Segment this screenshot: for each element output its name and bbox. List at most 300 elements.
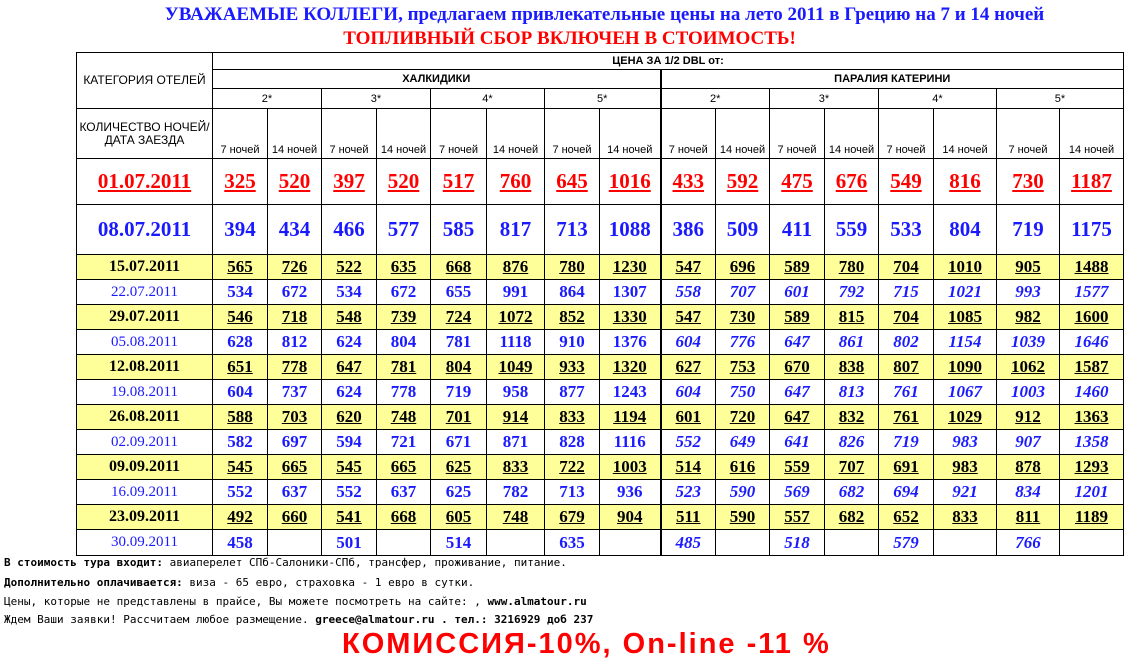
price-value: 433 <box>672 169 704 193</box>
price-cell <box>600 505 661 530</box>
price-cell <box>825 430 879 455</box>
price-value: 458 <box>227 532 253 552</box>
arrival-date-text: 01.07.2011 <box>97 169 192 193</box>
price-cell <box>322 455 377 480</box>
price-cell <box>770 159 825 205</box>
price-value: 660 <box>281 507 308 526</box>
price-cell <box>431 280 487 305</box>
price-value: 647 <box>784 407 810 426</box>
arrival-date <box>77 305 213 330</box>
price-cell <box>661 355 716 380</box>
price-value: 552 <box>336 482 362 501</box>
arrival-date-text: 26.08.2011 <box>108 408 181 425</box>
price-cell <box>600 455 661 480</box>
arrival-date <box>77 355 213 380</box>
price-cell <box>934 305 997 330</box>
price-cell <box>600 405 661 430</box>
price-cell <box>661 505 716 530</box>
price-value: 625 <box>445 457 472 476</box>
price-value: 730 <box>1012 169 1044 193</box>
price-cell <box>322 305 377 330</box>
price-cell <box>770 405 825 430</box>
price-value: 878 <box>1015 457 1041 476</box>
price-value: 1187 <box>1071 169 1112 193</box>
star-category: 3* <box>322 89 431 109</box>
price-value: 781 <box>390 357 417 376</box>
price-value: 627 <box>675 357 701 376</box>
price-cell <box>268 480 322 505</box>
price-value: 914 <box>502 407 529 426</box>
price-cell <box>770 505 825 530</box>
price-value: 625 <box>445 482 472 501</box>
footer-extra <box>4 576 474 589</box>
page-title: УВАЖАЕМЫЕ КОЛЛЕГИ, предлагаем привлекательные цены на лето 2011 в Грецию на 7 и 14 ночей <box>164 4 1045 25</box>
price-cell <box>377 405 431 430</box>
price-value: 833 <box>952 507 978 526</box>
price-value: 682 <box>838 482 865 501</box>
price-cell <box>600 480 661 505</box>
price-cell <box>213 255 268 280</box>
table-row <box>77 405 1124 430</box>
star-category: 2* <box>213 89 322 109</box>
price-value: 1230 <box>612 257 647 276</box>
price-value: 557 <box>784 507 810 526</box>
price-cell <box>431 159 487 205</box>
price-cell <box>487 355 545 380</box>
price-value: 804 <box>445 357 472 376</box>
price-value: 739 <box>390 307 417 326</box>
nights-count: 14 ночей <box>934 109 997 159</box>
price-cell <box>770 530 825 556</box>
price-value: 672 <box>281 282 308 301</box>
price-cell <box>322 205 377 255</box>
price-cell <box>997 480 1060 505</box>
price-cell <box>825 480 879 505</box>
price-value: 552 <box>675 432 701 451</box>
price-cell <box>545 455 600 480</box>
price-value: 958 <box>502 382 529 401</box>
price-cell <box>322 405 377 430</box>
price-cell <box>600 159 661 205</box>
price-cell <box>879 159 934 205</box>
price-value: 905 <box>1015 257 1041 276</box>
price-cell <box>1060 430 1124 455</box>
nights-count: 14 ночей <box>600 109 661 159</box>
price-cell <box>1060 330 1124 355</box>
price-value: 834 <box>1015 482 1041 501</box>
price-value: 545 <box>336 457 362 476</box>
table-row <box>77 205 1124 255</box>
price-value: 748 <box>390 407 417 426</box>
price-value: 1049 <box>498 357 533 376</box>
arrival-date-text: 02.09.2011 <box>111 433 178 450</box>
footer-site <box>4 595 587 608</box>
fuel-notice: ТОПЛИВНЫЙ СБОР ВКЛЮЧЕН В СТОИМОСТЬ! <box>343 28 796 49</box>
arrival-date <box>77 330 213 355</box>
arrival-date-text: 09.09.2011 <box>108 458 181 475</box>
price-value: 518 <box>784 532 810 552</box>
price-value: 624 <box>336 382 362 401</box>
price-cell <box>545 480 600 505</box>
price-value: 605 <box>445 507 472 526</box>
price-value: 594 <box>336 432 362 451</box>
site-link[interactable]: www.almatour.ru <box>480 595 587 608</box>
price-value: 766 <box>1015 532 1041 552</box>
price-value: 520 <box>387 169 420 193</box>
price-value: 760 <box>499 169 532 193</box>
price-cell <box>661 330 716 355</box>
arrival-date <box>77 280 213 305</box>
footer-extra-text: виза - 65 евро, страховка - 1 евро в сутки. <box>182 576 475 589</box>
price-cell <box>825 255 879 280</box>
price-value: 876 <box>502 257 529 276</box>
table-row <box>77 480 1124 505</box>
price-cell <box>825 505 879 530</box>
price-value: 1067 <box>948 382 982 401</box>
price-cell <box>770 330 825 355</box>
price-value: 701 <box>445 407 472 426</box>
price-cell <box>268 430 322 455</box>
price-value: 1194 <box>613 407 647 426</box>
price-value: 676 <box>835 169 868 193</box>
price-value: 588 <box>227 407 253 426</box>
price-cell <box>213 505 268 530</box>
price-cell <box>770 205 825 255</box>
price-cell <box>879 505 934 530</box>
price-value: 589 <box>784 307 810 326</box>
price-value: 1577 <box>1074 282 1109 301</box>
table-row <box>77 355 1124 380</box>
arrival-date-text: 22.07.2011 <box>111 283 178 300</box>
price-cell <box>1060 205 1124 255</box>
price-value: 737 <box>281 382 308 401</box>
price-cell <box>716 205 770 255</box>
star-category: 5* <box>997 89 1124 109</box>
price-value: 577 <box>387 217 420 241</box>
price-value: 501 <box>336 532 362 552</box>
price-value: 645 <box>556 169 588 193</box>
price-value: 719 <box>445 382 472 401</box>
price-cell <box>825 530 879 556</box>
price-value: 601 <box>675 407 701 426</box>
price-value: 713 <box>556 217 588 241</box>
price-cell <box>213 455 268 480</box>
price-value: 761 <box>893 382 919 401</box>
price-cell <box>213 480 268 505</box>
price-value: 628 <box>227 332 253 351</box>
nights-count: 7 ночей <box>431 109 487 159</box>
price-cell <box>661 380 716 405</box>
price-cell <box>1060 505 1124 530</box>
price-value: 1460 <box>1074 382 1109 401</box>
price-value: 547 <box>675 257 701 276</box>
price-cell <box>879 305 934 330</box>
price-cell <box>600 330 661 355</box>
price-cell <box>1060 380 1124 405</box>
footer-includes <box>4 556 567 569</box>
nights-count: 14 ночей <box>268 109 322 159</box>
price-cell <box>825 305 879 330</box>
price-cell <box>545 405 600 430</box>
price-cell <box>268 530 322 556</box>
arrival-date <box>77 505 213 530</box>
price-cell <box>716 255 770 280</box>
price-value: 533 <box>890 217 922 241</box>
price-value: 514 <box>445 532 472 552</box>
price-cell <box>770 280 825 305</box>
price-cell <box>879 430 934 455</box>
price-cell <box>934 159 997 205</box>
price-value: 982 <box>1015 307 1041 326</box>
price-cell <box>377 255 431 280</box>
price-value: 707 <box>729 282 756 301</box>
table-row <box>77 305 1124 330</box>
price-cell <box>377 430 431 455</box>
region-paralia: ПАРАЛИЯ КАТЕРИНИ <box>661 70 1124 89</box>
price-value: 782 <box>502 482 529 501</box>
price-value: 694 <box>893 482 919 501</box>
price-value: 802 <box>893 332 919 351</box>
price-cell <box>997 380 1060 405</box>
price-value: 812 <box>281 332 308 351</box>
price-cell <box>377 205 431 255</box>
price-value: 1016 <box>608 169 651 193</box>
price-value: 386 <box>672 217 704 241</box>
price-cell <box>545 505 600 530</box>
price-cell <box>268 380 322 405</box>
price-cell <box>661 280 716 305</box>
price-cell <box>545 380 600 405</box>
price-value: 871 <box>502 432 529 451</box>
nights-count: 14 ночей <box>716 109 770 159</box>
price-value: 721 <box>390 432 417 451</box>
price-cell <box>487 405 545 430</box>
price-value: 585 <box>442 217 475 241</box>
region-halkidiki: ХАЛКИДИКИ <box>213 70 661 89</box>
price-cell <box>934 355 997 380</box>
price-cell <box>545 330 600 355</box>
price-value: 1320 <box>612 357 647 376</box>
price-value: 718 <box>281 307 308 326</box>
price-value: 604 <box>675 382 701 401</box>
price-cell <box>1060 355 1124 380</box>
price-cell <box>934 480 997 505</box>
price-value: 792 <box>838 282 865 301</box>
price-value: 582 <box>227 432 253 451</box>
price-cell <box>600 530 661 556</box>
price-cell <box>431 405 487 430</box>
nights-count: 7 ночей <box>322 109 377 159</box>
price-cell <box>377 159 431 205</box>
price-cell <box>997 355 1060 380</box>
price-cell <box>997 530 1060 556</box>
price-cell <box>545 205 600 255</box>
price-cell <box>268 305 322 330</box>
price-cell <box>268 455 322 480</box>
price-value: 730 <box>729 307 756 326</box>
price-cell <box>934 330 997 355</box>
price-value: 933 <box>559 357 585 376</box>
price-value: 1003 <box>612 457 647 476</box>
price-cell <box>825 355 879 380</box>
price-value: 655 <box>445 282 472 301</box>
price-cell <box>661 405 716 430</box>
price-cell <box>934 430 997 455</box>
price-cell <box>997 505 1060 530</box>
price-value: 936 <box>617 482 643 501</box>
price-cell <box>661 305 716 330</box>
price-value: 704 <box>893 257 919 276</box>
arrival-date-text: 16.09.2011 <box>111 483 178 500</box>
price-value: 592 <box>726 169 759 193</box>
price-cell <box>770 255 825 280</box>
price-cell <box>600 205 661 255</box>
price-cell <box>322 530 377 556</box>
price-cell <box>934 405 997 430</box>
price-value: 910 <box>559 332 585 351</box>
price-value: 397 <box>333 169 365 193</box>
price-cell <box>322 330 377 355</box>
price-value: 722 <box>559 457 585 476</box>
price-cell <box>213 205 268 255</box>
price-cell <box>600 430 661 455</box>
price-value: 665 <box>281 457 308 476</box>
arrival-date <box>77 159 213 205</box>
price-value: 665 <box>390 457 417 476</box>
nights-count: 7 ночей <box>997 109 1060 159</box>
price-cell <box>1060 255 1124 280</box>
price-cell <box>213 330 268 355</box>
star-category: 4* <box>431 89 545 109</box>
price-value: 649 <box>729 432 756 451</box>
price-cell <box>879 280 934 305</box>
price-cell <box>487 380 545 405</box>
price-value: 852 <box>559 307 585 326</box>
price-value: 1646 <box>1074 332 1109 351</box>
price-value: 781 <box>445 332 472 351</box>
price-value: 1376 <box>612 332 647 351</box>
price-cell <box>879 255 934 280</box>
arrival-date <box>77 405 213 430</box>
price-cell <box>487 255 545 280</box>
price-value: 546 <box>227 307 253 326</box>
price-value: 534 <box>336 282 362 301</box>
price-cell <box>879 330 934 355</box>
price-value: 485 <box>675 532 701 552</box>
price-value: 832 <box>838 407 865 426</box>
price-value: 828 <box>559 432 585 451</box>
price-cell <box>716 355 770 380</box>
price-value: 912 <box>1015 407 1041 426</box>
price-value: 750 <box>729 382 756 401</box>
arrival-date-text: 08.07.2011 <box>97 217 192 241</box>
arrival-date-text: 15.07.2011 <box>108 258 181 275</box>
price-value: 545 <box>227 457 253 476</box>
price-cell <box>487 280 545 305</box>
price-value: 1039 <box>1011 332 1045 351</box>
price-value: 1330 <box>612 307 647 326</box>
price-cell <box>431 480 487 505</box>
price-value: 672 <box>390 282 417 301</box>
footer-site-text: Цены, которые не представлены в прайсе, Вы можете посмотреть на сайте: , <box>4 595 481 608</box>
footer-includes-label: В стоимость тура входит: <box>4 556 163 569</box>
arrival-date <box>77 255 213 280</box>
price-value: 877 <box>559 382 585 401</box>
price-value: 601 <box>784 282 810 301</box>
price-cell <box>661 480 716 505</box>
price-cell <box>213 280 268 305</box>
price-value: 1021 <box>948 282 982 301</box>
price-cell <box>879 205 934 255</box>
price-cell <box>431 430 487 455</box>
price-value: 520 <box>278 169 311 193</box>
price-value: 704 <box>893 307 919 326</box>
price-value: 635 <box>390 257 417 276</box>
price-cell <box>268 355 322 380</box>
price-value: 703 <box>281 407 308 426</box>
price-value: 559 <box>835 217 868 241</box>
contact-email[interactable]: greece@almatour.ru . тел.: 3216929 доб 237 <box>315 613 594 626</box>
price-cell <box>716 455 770 480</box>
price-value: 534 <box>227 282 253 301</box>
price-cell <box>377 305 431 330</box>
price-value: 1488 <box>1074 257 1109 276</box>
price-value: 719 <box>893 432 919 451</box>
price-value: 547 <box>675 307 701 326</box>
price-value: 1062 <box>1011 357 1045 376</box>
price-value: 720 <box>729 407 756 426</box>
price-value: 1600 <box>1074 307 1109 326</box>
price-value: 904 <box>617 507 643 526</box>
price-value: 1243 <box>612 382 647 401</box>
price-cell <box>213 430 268 455</box>
price-cell <box>213 530 268 556</box>
nights-count: 14 ночей <box>1060 109 1124 159</box>
price-value: 651 <box>227 357 253 376</box>
table-row <box>77 255 1124 280</box>
price-value: 748 <box>502 507 529 526</box>
price-value: 1116 <box>613 432 646 451</box>
price-value: 778 <box>390 382 417 401</box>
price-value: 826 <box>838 432 865 451</box>
table-row <box>77 505 1124 530</box>
price-table <box>76 52 1124 556</box>
price-value: 434 <box>278 217 311 241</box>
price-cell <box>213 305 268 330</box>
price-cell <box>1060 480 1124 505</box>
price-cell <box>997 305 1060 330</box>
star-category: 3* <box>770 89 879 109</box>
price-value: 707 <box>838 457 865 476</box>
price-cell <box>487 159 545 205</box>
price-value: 668 <box>390 507 417 526</box>
table-row <box>77 530 1124 556</box>
arrival-date <box>77 455 213 480</box>
price-value: 604 <box>227 382 253 401</box>
price-cell <box>268 280 322 305</box>
price-value: 637 <box>281 482 308 501</box>
price-cell <box>377 280 431 305</box>
star-category: 2* <box>661 89 770 109</box>
price-cell <box>825 205 879 255</box>
price-cell <box>716 430 770 455</box>
nights-count: 7 ночей <box>661 109 716 159</box>
price-value: 816 <box>949 169 981 193</box>
price-cell <box>600 380 661 405</box>
price-cell <box>377 380 431 405</box>
price-value: 466 <box>333 217 365 241</box>
price-cell <box>716 530 770 556</box>
